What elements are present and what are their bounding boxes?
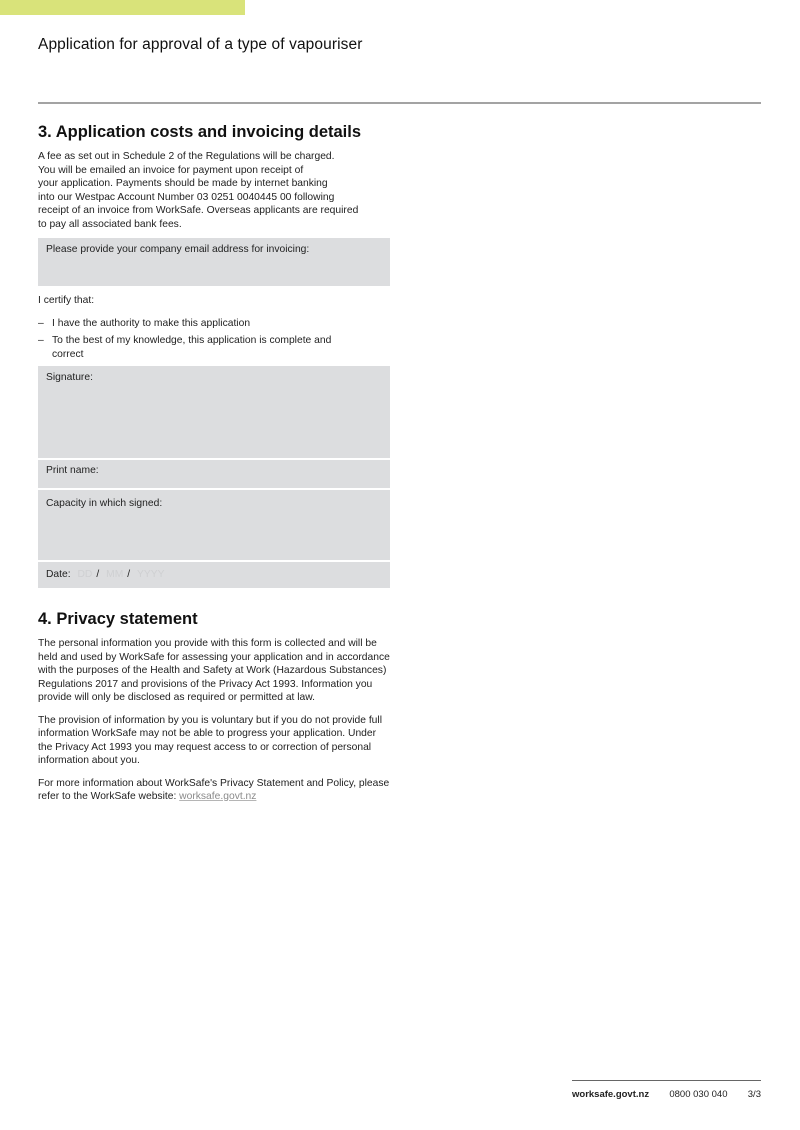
header-divider bbox=[38, 102, 761, 104]
section-privacy bbox=[38, 610, 390, 804]
date-field bbox=[38, 562, 390, 588]
paragraph-line: receipt of an invoice from WorkSafe. Overseas applicants are required bbox=[38, 205, 359, 216]
worksafe-link[interactable]: worksafe.govt.nz bbox=[179, 791, 257, 802]
capacity-field[interactable] bbox=[38, 490, 390, 560]
privacy-more-info: For more information about WorkSafe's Privacy Statement and Policy, please refer to the WorkSafe website: worksafe.govt.nz bbox=[38, 777, 390, 802]
date-year-input[interactable]: YYYY bbox=[137, 569, 165, 580]
accent-bar bbox=[0, 0, 245, 15]
print-name-field[interactable] bbox=[38, 460, 390, 488]
privacy-paragraph-1: The personal information you provide with this form is collected and will be held and used by WorkSafe for assessing your application and in accordance with the purposes of the Health and Safety at Work (Hazardous Substances) Regulations 2017 and provisions of the Privacy Act 1993. Information you provide will only be disclosed as required or permitted at law. bbox=[38, 638, 390, 703]
date-separator: / bbox=[127, 569, 131, 580]
certify-item: – To the best of my knowledge, this application is complete and correct bbox=[38, 334, 352, 361]
email-field-label: Please provide your company email address for invoicing: bbox=[46, 244, 310, 255]
privacy-paragraph-2: The provision of information by you is voluntary but if you do not provide full information WorkSafe may not be able to progress your application. Under the Privacy Act 1993 you may request access to or correction of personal information about you. bbox=[38, 714, 382, 766]
date-day-input[interactable]: DD bbox=[77, 569, 93, 580]
page-number: 3/3 bbox=[747, 1089, 761, 1100]
signature-label: Signature: bbox=[46, 372, 93, 383]
paragraph-line: to pay all associated bank fees. bbox=[38, 218, 182, 230]
invoice-paragraph bbox=[38, 150, 390, 231]
email-field[interactable] bbox=[38, 238, 390, 286]
date-month-input[interactable]: MM bbox=[106, 569, 124, 580]
footer-website: worksafe.govt.nz bbox=[572, 1089, 650, 1100]
section-3-heading: 3. Application costs and invoicing details bbox=[38, 123, 362, 141]
date-label: Date: bbox=[46, 569, 71, 580]
capacity-label: Capacity in which signed: bbox=[46, 498, 163, 509]
paragraph-line: A fee as set out in Schedule 2 of the Regulations will be charged. bbox=[38, 151, 335, 162]
certify-item: – I have the authority to make this application bbox=[38, 317, 390, 331]
footer-divider bbox=[572, 1080, 761, 1081]
footer bbox=[572, 1089, 761, 1100]
section-application-costs bbox=[38, 123, 390, 231]
certify-list bbox=[38, 317, 390, 362]
paragraph-line: your application. Payments should be made by internet banking bbox=[38, 178, 328, 189]
footer-phone: 0800 030 040 bbox=[669, 1089, 728, 1100]
section-4-heading: 4. Privacy statement bbox=[38, 610, 198, 628]
print-name-label: Print name: bbox=[46, 465, 99, 476]
certify-block bbox=[38, 294, 390, 361]
paragraph-line: You will be emailed an invoice for payment upon receipt of bbox=[38, 164, 304, 176]
date-separator: / bbox=[96, 569, 100, 580]
paragraph-line: into our Westpac Account Number 03 0251 0040445 00 following bbox=[38, 191, 335, 203]
document-title: Application for approval of a type of vapouriser bbox=[38, 36, 363, 53]
signature-field[interactable] bbox=[38, 366, 390, 458]
certify-intro: I certify that: bbox=[38, 295, 95, 306]
